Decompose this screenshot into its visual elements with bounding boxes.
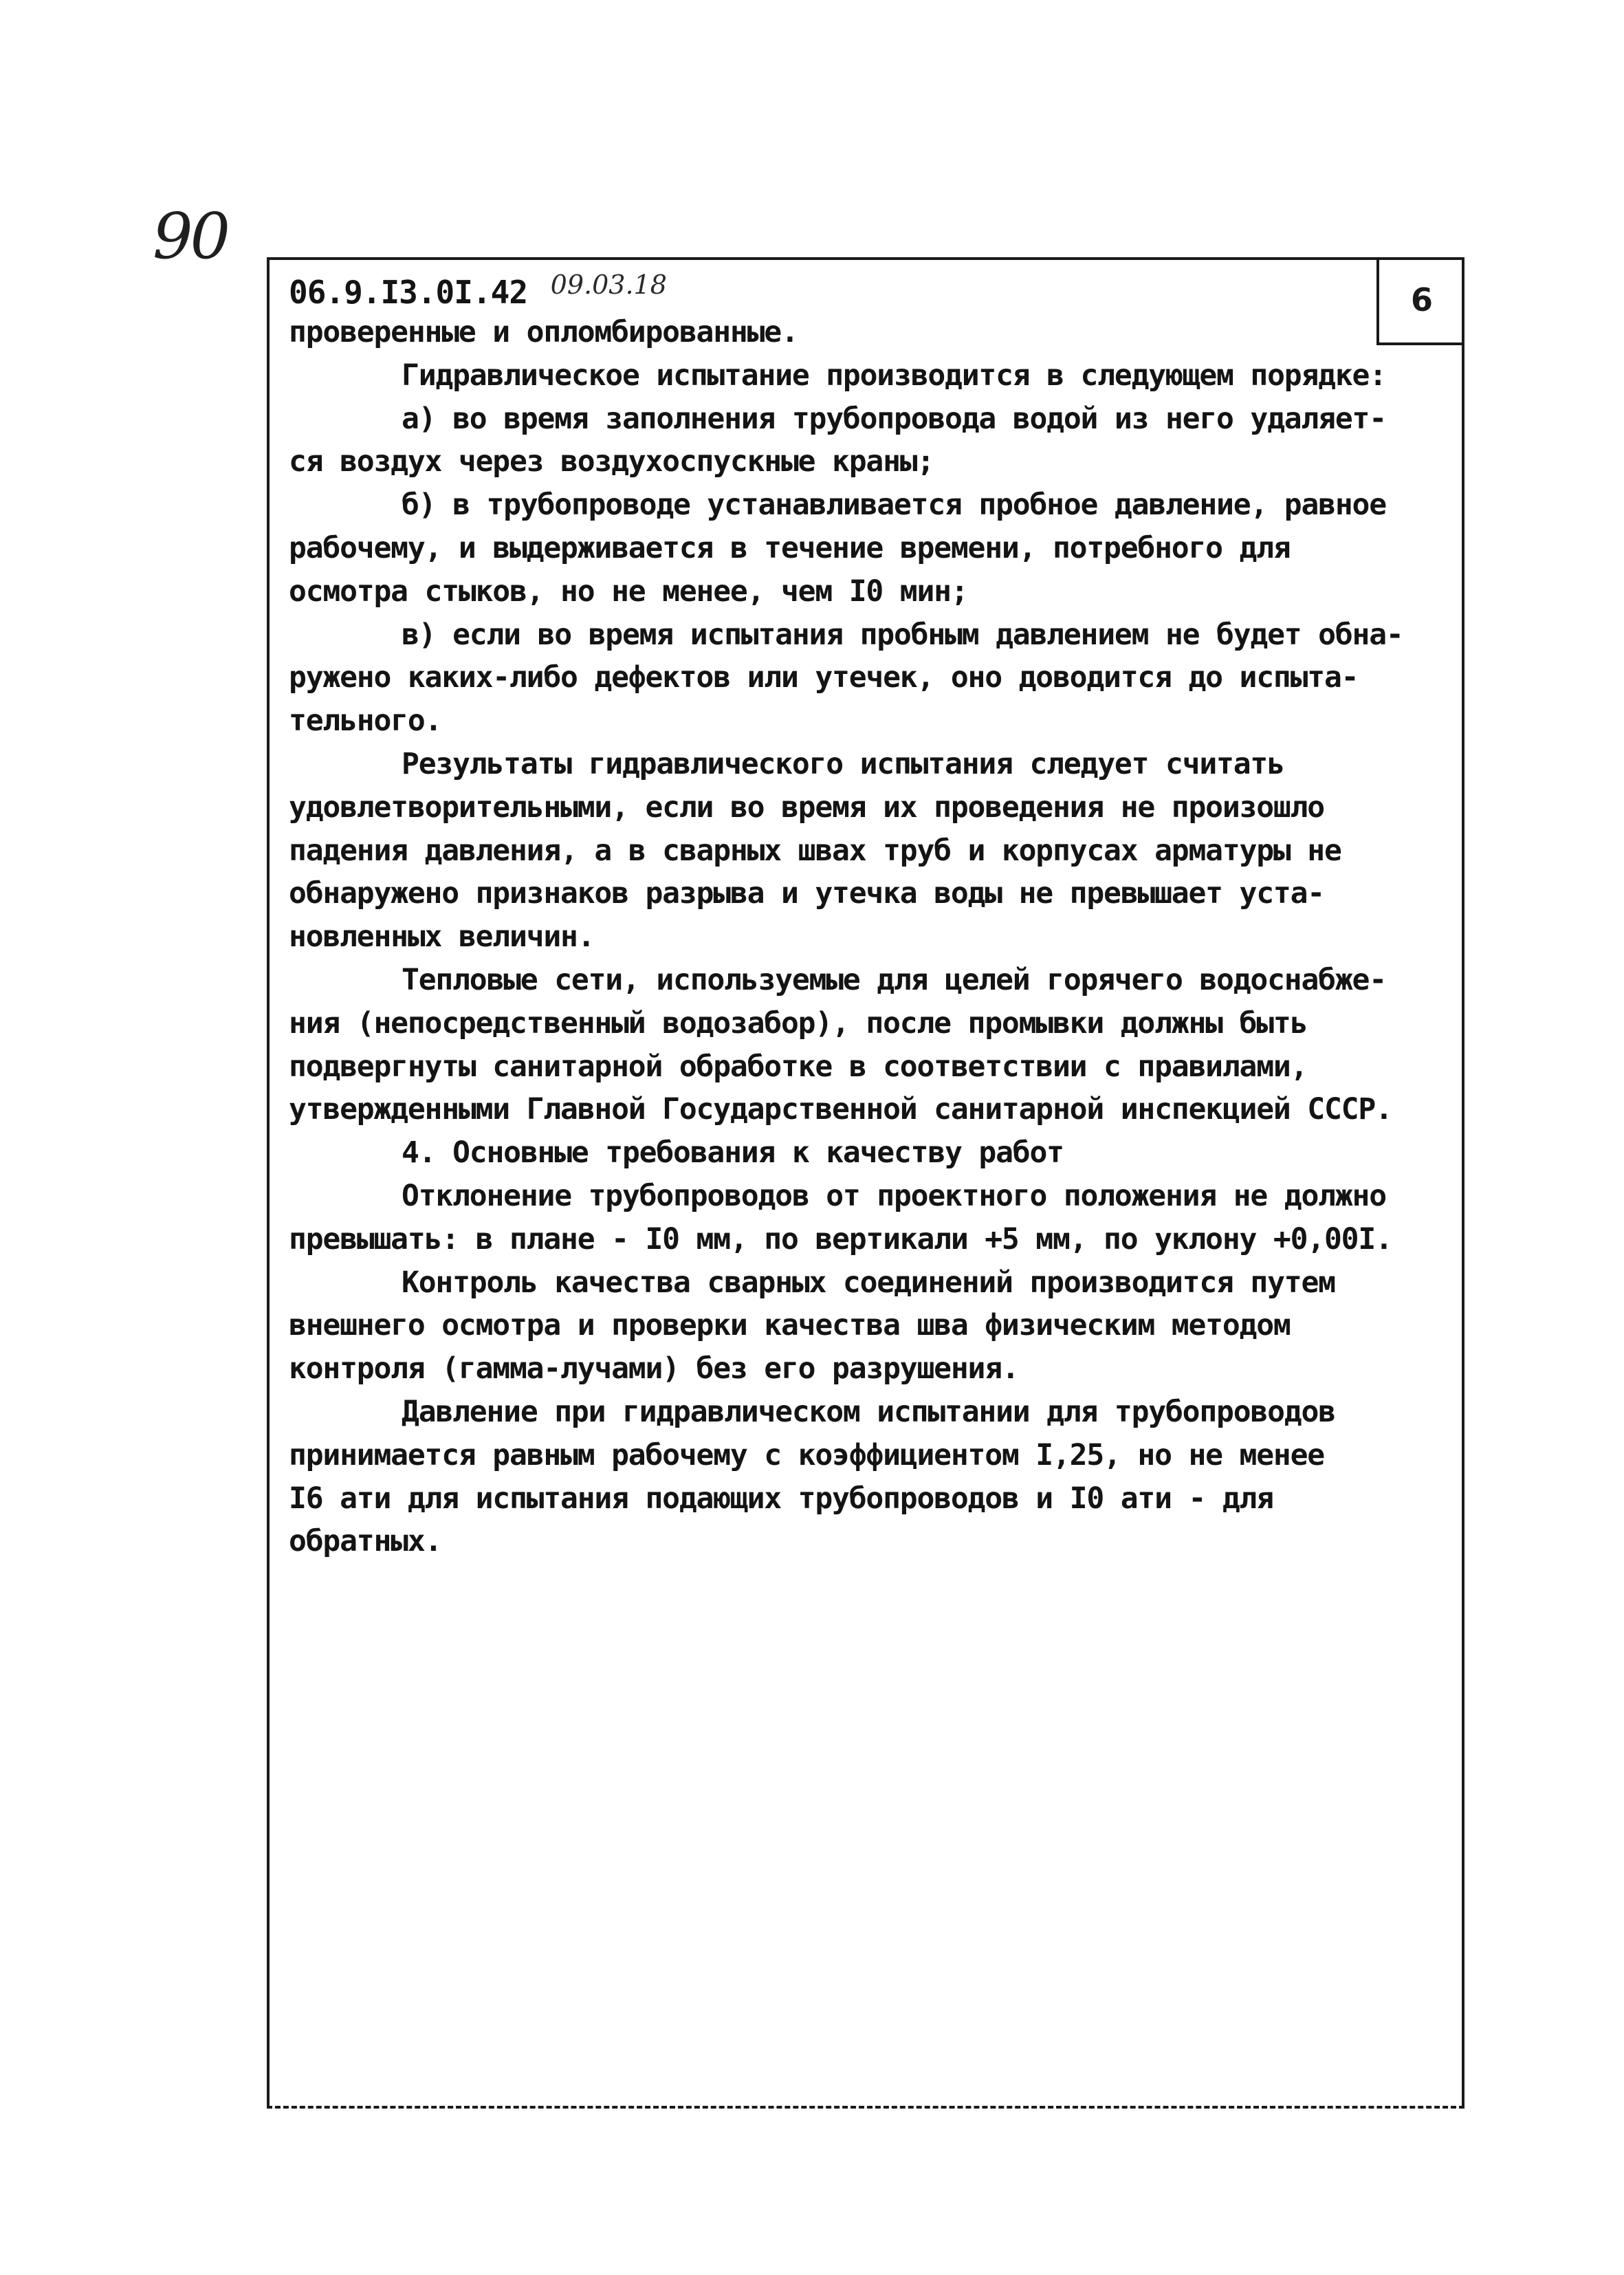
text-line: Результаты гидравлического испытания следует считать	[402, 746, 1284, 781]
text-line: подвергнуты санитарной обработке в соответствии с правилами,	[289, 1049, 1308, 1084]
text-line: обнаружено признаков разрыва и утечка воды не превышает уста-	[289, 876, 1324, 911]
text-line: в) если во время испытания пробным давлением не будет обна-	[402, 617, 1403, 652]
document-body	[289, 311, 1458, 1563]
text-line: утвержденными Главной Государственной санитарной инспекцией СССР.	[289, 1092, 1392, 1127]
text-line: Отклонение трубопроводов от проектного положения не должно	[402, 1178, 1386, 1213]
section-heading: 4. Основные требования к качеству работ	[402, 1135, 1064, 1171]
text-line: новленных величин.	[289, 919, 595, 955]
text-line: ружено каких-либо дефектов или утечек, оно доводится до испыта-	[289, 660, 1359, 695]
text-line: Контроль качества сварных соединений производится путем	[402, 1265, 1335, 1300]
text-line: I6 ати для испытания подающих трубопроводов и I0 ати - для	[289, 1481, 1273, 1516]
document-code: 06.9.I3.0I.42	[289, 274, 528, 311]
text-line: рабочему, и выдерживается в течение времени, потребного для	[289, 530, 1291, 565]
text-line: осмотра стыков, но не менее, чем I0 мин;	[289, 574, 968, 609]
text-line: обратных.	[289, 1524, 442, 1559]
sheet-number: 6	[1410, 281, 1433, 318]
text-line: Давление при гидравлическом испытании для трубопроводов	[402, 1394, 1335, 1429]
text-line: Гидравлическое испытание производится в следующем порядке:	[402, 358, 1386, 393]
handwritten-page-number: 90	[153, 199, 228, 273]
document-header	[289, 270, 667, 311]
text-line: контроля (гамма-лучами) без его разрушения.	[289, 1351, 1019, 1386]
text-line: проверенные и опломбированные.	[289, 315, 798, 349]
text-line: ния (непосредственный водозабор), после промывки должны быть	[289, 1005, 1308, 1041]
text-line: б) в трубопроводе устанавливается пробное давление, равное	[402, 488, 1386, 523]
text-line: превышать: в плане - I0 мм, по вертикали +5 мм, по уклону +0,00I.	[289, 1221, 1392, 1256]
text-line: ся воздух через воздухоспускные краны;	[289, 444, 934, 479]
text-line: тельного.	[289, 704, 442, 739]
text-line: падения давления, а в сварных швах труб и корпусах арматуры не	[289, 833, 1341, 868]
text-line: внешнего осмотра и проверки качества шва физическим методом	[289, 1308, 1291, 1343]
text-line: принимается равным рабочему с коэффициентом I,25, но не менее	[289, 1437, 1324, 1472]
text-line: Тепловые сети, используемые для целей горячего водоснабже-	[402, 962, 1386, 997]
handwritten-date: 09.03.18	[550, 270, 667, 300]
text-line: а) во время заполнения трубопровода водой из него удаляет-	[402, 401, 1386, 436]
text-line: удовлетворительными, если во время их проведения не произошло	[289, 790, 1324, 825]
